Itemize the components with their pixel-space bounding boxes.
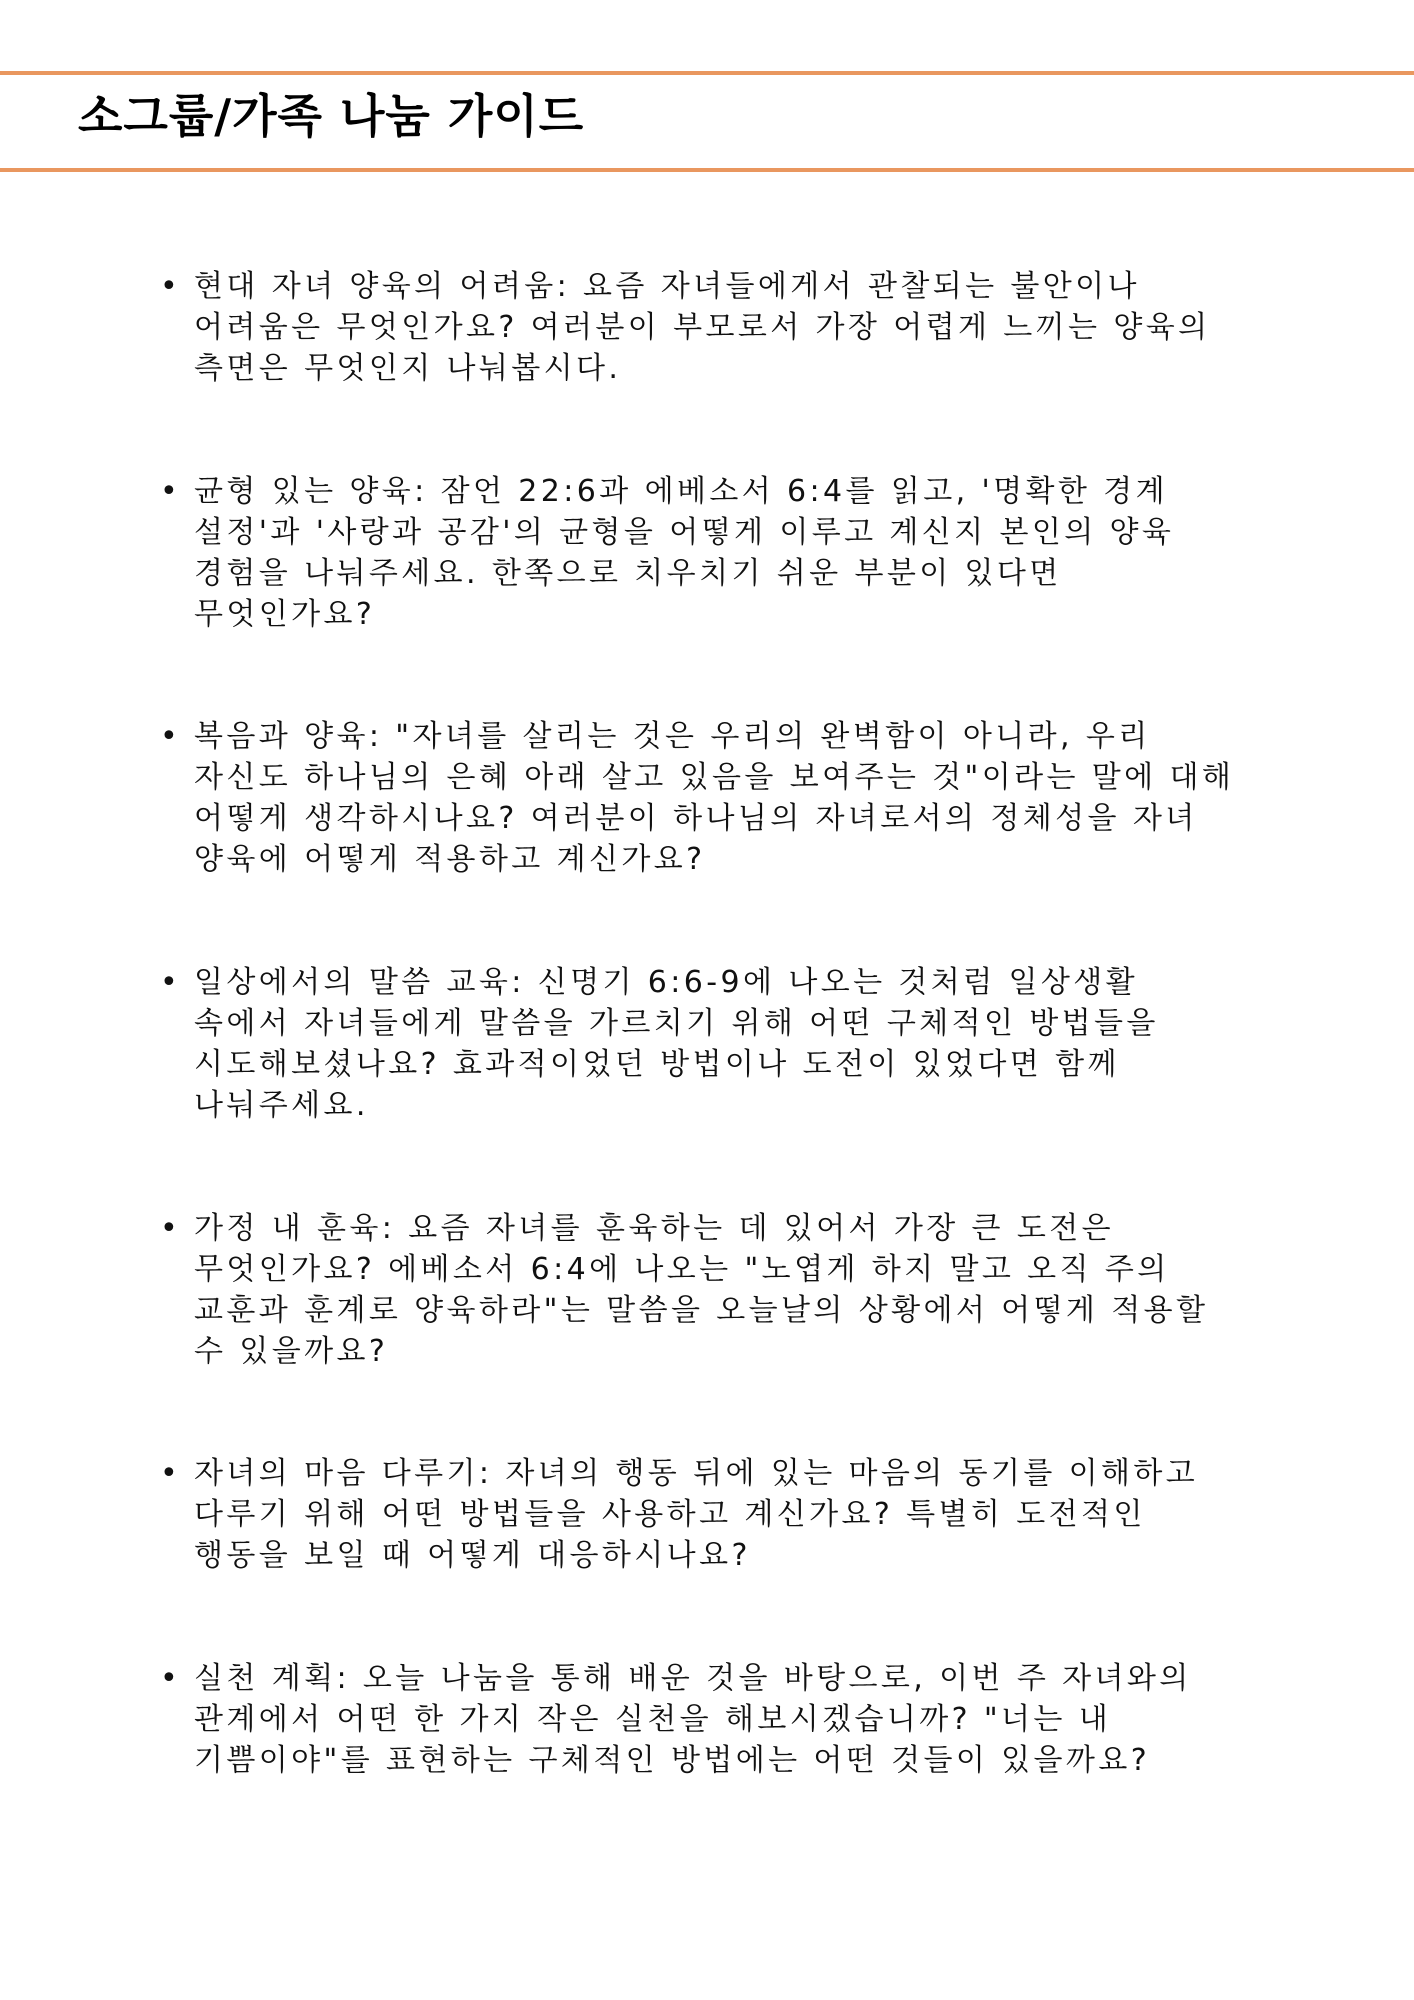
- list-item-text: 복음과 양육: "자녀를 살리는 것은 우리의 완벽함이 아니라, 우리 자신도 하나님의 은혜 아래 살고 있음을 보여주는 것"이라는 말에 대해 어떻게 생각하시나요? 여러분이 하나님의 자녀로서의 정체성을 자녀 양육에 어떻게 적용하고 계신가요?: [194, 719, 1235, 877]
- bullet-icon: •: [160, 719, 178, 754]
- list-item-text: 실천 계획: 오늘 나눔을 통해 배운 것을 바탕으로, 이번 주 자녀와의 관계에서 어떤 한 가지 작은 실천을 해보시겠습니까? "너는 내 기쁨이야"를 표현하는 구체적인 방법에는 어떤 것들이 있을까요?: [194, 1661, 1192, 1778]
- bullet-icon: •: [160, 1456, 178, 1491]
- bullet-icon: •: [160, 965, 178, 1000]
- list-item-text: 균형 있는 양육: 잠언 22:6과 에베소서 6:4를 읽고, '명확한 경계 설정'과 '사랑과 공감'의 균형을 어떻게 이루고 계신지 본인의 양육 경험을 나눠주세요. 한쪽으로 치우치기 쉬운 부분이 있다면 무엇인가요?: [194, 474, 1175, 632]
- list-item-text: 가정 내 훈육: 요즘 자녀를 훈육하는 데 있어서 가장 큰 도전은 무엇인가요? 에베소서 6:4에 나오는 "노엽게 하지 말고 오직 주의 교훈과 훈계로 양육하라"는 말씀을 오늘날의 상황에서 어떻게 적용할 수 있을까요?: [194, 1211, 1209, 1369]
- list-item-text: 자녀의 마음 다루기: 자녀의 행동 뒤에 있는 마음의 동기를 이해하고 다루기 위해 어떤 방법들을 사용하고 계신가요? 특별히 도전적인 행동을 보일 때 어떻게 대응하시나요?: [194, 1456, 1199, 1573]
- bullet-icon: •: [160, 1211, 178, 1246]
- page-title: 소그룹/가족 나눔 가이드: [78, 89, 585, 143]
- bullet-icon: •: [160, 1661, 178, 1696]
- header-bottom-rule: [0, 168, 1414, 172]
- header-top-rule: [0, 71, 1414, 75]
- bullet-icon: •: [160, 269, 178, 304]
- bullet-icon: •: [160, 474, 178, 509]
- list-item-text: 현대 자녀 양육의 어려움: 요즘 자녀들에게서 관찰되는 불안이나 어려움은 무엇인가요? 여러분이 부모로서 가장 어렵게 느끼는 양육의 측면은 무엇인지 나눠봅시다.: [194, 269, 1211, 386]
- list-item-text: 일상에서의 말씀 교육: 신명기 6:6-9에 나오는 것처럼 일상생활 속에서 자녀들에게 말씀을 가르치기 위해 어떤 구체적인 방법들을 시도해보셨나요? 효과적이었던 방법이나 도전이 있었다면 함께 나눠주세요.: [194, 965, 1159, 1123]
